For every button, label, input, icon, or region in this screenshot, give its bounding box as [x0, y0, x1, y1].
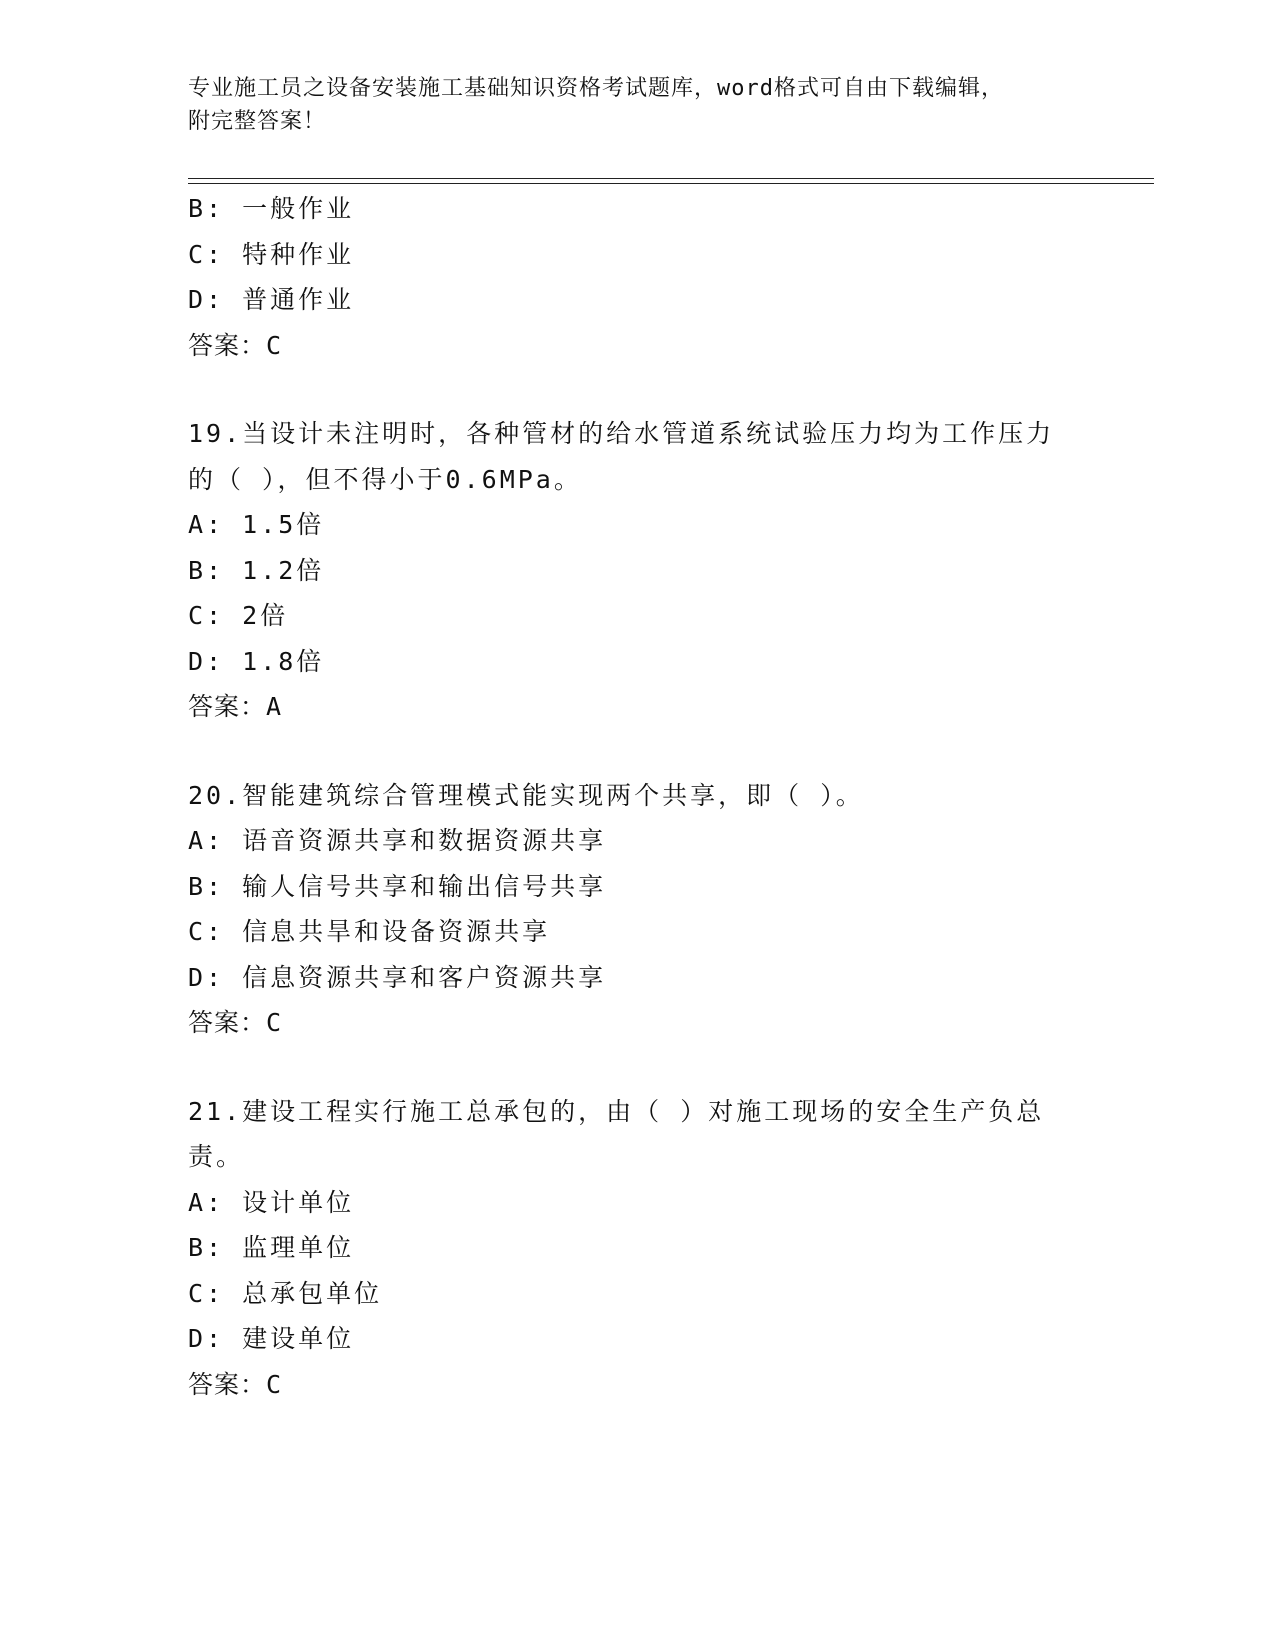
option-a: A: 设计单位 — [188, 1187, 355, 1217]
option-a: A: 语音资源共享和数据资源共享 — [188, 826, 607, 855]
option-b: B: 输人信号共享和输出信号共享 — [188, 871, 607, 901]
option-c: C: 特种作业 — [188, 239, 355, 269]
question-list — [188, 186, 1088, 1407]
spacer — [188, 368, 1088, 411]
question-18-tail — [188, 186, 1088, 368]
option-d: D: 建设单位 — [188, 1324, 355, 1353]
header-line-2: 附完整答案！ — [188, 109, 327, 134]
document-header — [188, 72, 1088, 138]
answer: 答案：C — [188, 1008, 283, 1037]
option-c: C: 总承包单位 — [188, 1278, 383, 1308]
question-text-line: 21.建设工程实行施工总承包的，由（ ）对施工现场的安全生产负总 — [188, 1096, 1045, 1126]
option-d: D: 信息资源共享和客户资源共享 — [188, 962, 607, 992]
question-20 — [188, 773, 1088, 1046]
option-b: B: 一般作业 — [188, 194, 355, 223]
option-b: B: 监理单位 — [188, 1233, 355, 1262]
question-19 — [188, 411, 1088, 730]
header-divider-top — [188, 178, 1154, 179]
option-c: C: 信息共旱和设备资源共享 — [188, 917, 551, 946]
question-text-line: 20.智能建筑综合管理模式能实现两个共享，即（ ）。 — [188, 780, 864, 810]
question-21 — [188, 1089, 1088, 1408]
option-d: D: 1.8倍 — [188, 646, 325, 676]
answer: 答案：C — [188, 1369, 283, 1399]
header-line-1: 专业施工员之设备安装施工基础知识资格考试题库，word格式可自由下载编辑， — [188, 76, 1004, 101]
option-c: C: 2倍 — [188, 601, 289, 630]
question-text-line: 责。 — [188, 1142, 245, 1171]
option-b: B: 1.2倍 — [188, 555, 325, 585]
spacer — [188, 1046, 1088, 1089]
answer: 答案：C — [188, 330, 283, 360]
header-divider-bottom — [188, 183, 1154, 184]
option-d: D: 普通作业 — [188, 285, 355, 314]
spacer — [188, 730, 1088, 773]
question-text-line: 19.当设计未注明时，各种管材的给水管道系统试验压力均为工作压力 — [188, 419, 1055, 448]
question-text-line: 的（ ），但不得小于0.6MPa。 — [188, 464, 582, 494]
answer: 答案：A — [188, 692, 283, 721]
option-a: A: 1.5倍 — [188, 510, 325, 539]
